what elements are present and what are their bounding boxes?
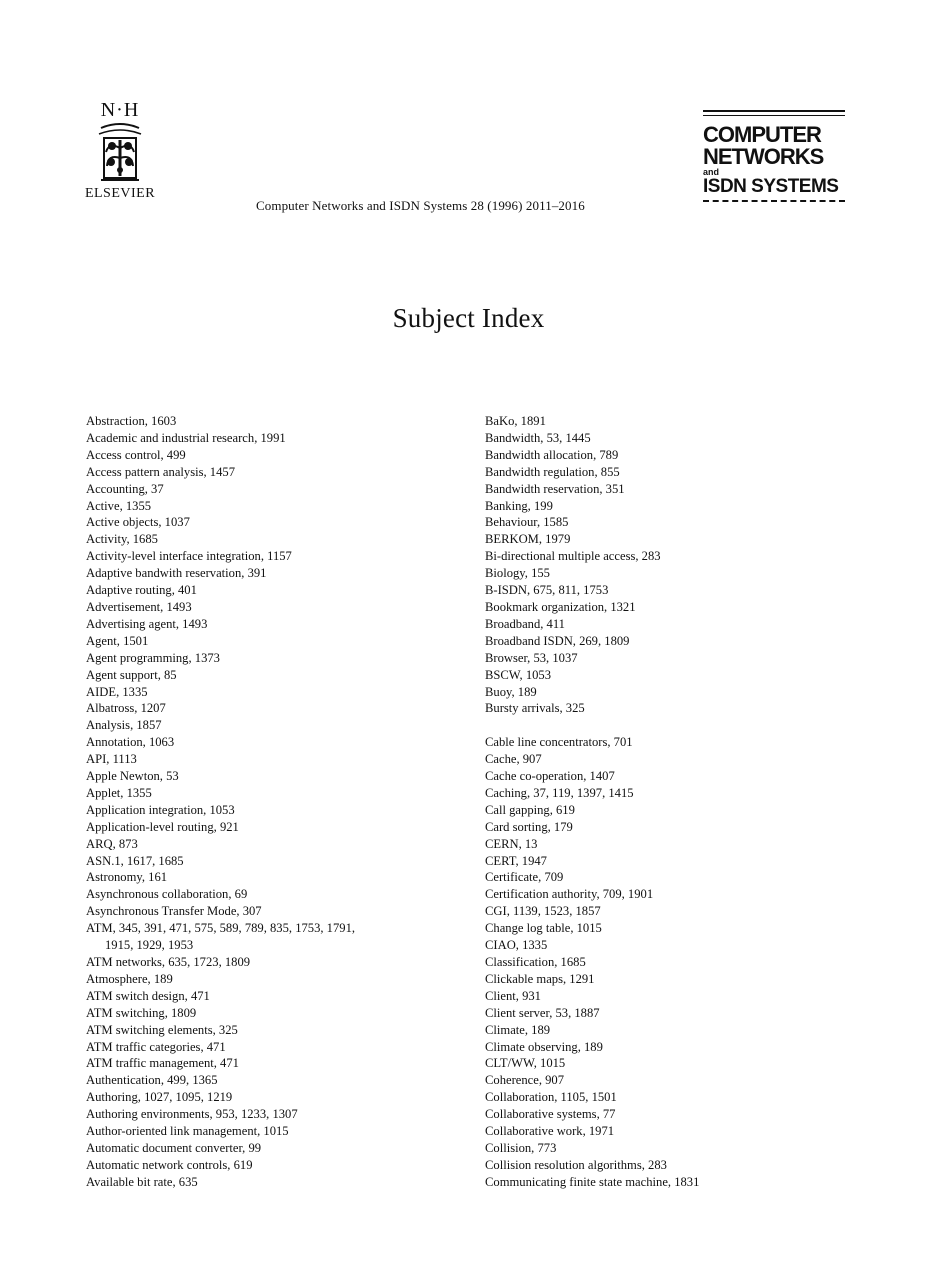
index-entry: ATM switching elements, 325 [86, 1022, 238, 1037]
index-entry: ATM traffic categories, 471 [86, 1039, 226, 1054]
index-entry: Automatic network controls, 619 [86, 1157, 253, 1172]
index-entry: Asynchronous collaboration, 69 [86, 887, 248, 902]
index-entry: Climate, 189 [485, 1022, 551, 1037]
index-entry: Academic and industrial research, 1991 [86, 430, 286, 445]
elsevier-tree-emblem-icon [95, 122, 145, 184]
logo-monogram: N·H [100, 99, 140, 121]
brand-rule-top [703, 110, 845, 112]
index-entry: Clickable maps, 1291 [485, 971, 595, 986]
index-entry: Asynchronous Transfer Mode, 307 [86, 904, 262, 919]
journal-citation: Computer Networks and ISDN Systems 28 (1996) 2011–2016 [256, 198, 585, 213]
index-entry: Authentication, 499, 1365 [86, 1073, 218, 1088]
index-entry: Authoring environments, 953, 1233, 1307 [86, 1107, 298, 1122]
index-entry: API, 1113 [86, 752, 137, 767]
index-entry: Client server, 53, 1887 [485, 1005, 600, 1020]
index-entry: Bi-directional multiple access, 283 [485, 549, 661, 564]
index-entry: Activity-level interface integration, 1157 [86, 549, 292, 564]
index-entry: BERKOM, 1979 [485, 532, 571, 547]
index-entry: Astronomy, 161 [86, 870, 168, 885]
index-entry: Automatic document converter, 99 [86, 1140, 262, 1155]
index-entry: Apple Newton, 53 [86, 769, 179, 784]
index-entry: Adaptive bandwith reservation, 391 [86, 566, 267, 581]
index-entry: Card sorting, 179 [485, 819, 573, 834]
index-entry: Agent support, 85 [86, 667, 177, 682]
index-entry: ASN.1, 1617, 1685 [86, 853, 184, 868]
index-entry: Application integration, 1053 [86, 802, 235, 817]
index-entry: Author-oriented link management, 1015 [86, 1124, 289, 1139]
index-entry: ARQ, 873 [86, 836, 138, 851]
index-entry: Broadband ISDN, 269, 1809 [485, 633, 630, 648]
index-entry: Bandwidth allocation, 789 [485, 447, 619, 462]
index-entry: Certification authority, 709, 1901 [485, 887, 654, 902]
index-entry: Activity, 1685 [86, 532, 158, 547]
brand-line-2: NETWORKS [703, 144, 824, 169]
brand-rule-bottom [703, 200, 845, 202]
index-entry: BaKo, 1891 [485, 414, 546, 428]
index-entry: Classification, 1685 [485, 954, 586, 969]
index-entry: ATM switch design, 471 [86, 988, 210, 1003]
index-entry: ATM switching, 1809 [86, 1005, 197, 1020]
index-entry: Behaviour, 1585 [485, 515, 569, 530]
index-entry: Biology, 155 [485, 566, 550, 581]
index-entry: BSCW, 1053 [485, 667, 552, 682]
brand-rule-top-thin [703, 115, 845, 116]
index-entry: Bookmark organization, 1321 [485, 599, 636, 614]
index-entry: Bandwidth, 53, 1445 [485, 430, 591, 445]
index-entry: Cable line concentrators, 701 [485, 735, 633, 750]
index-entry: Atmosphere, 189 [86, 971, 173, 986]
index-column-right [485, 413, 865, 1191]
index-entry: Bursty arrivals, 325 [485, 701, 585, 716]
index-entry: Climate observing, 189 [485, 1039, 603, 1054]
index-entry: ATM traffic management, 471 [86, 1056, 239, 1071]
index-entry: Broadband, 411 [485, 616, 565, 631]
index-entry: Adaptive routing, 401 [86, 583, 197, 598]
brand-line-1: COMPUTER [703, 122, 821, 147]
index-entry: CLT/WW, 1015 [485, 1056, 566, 1071]
index-entry: Cache, 907 [485, 752, 542, 767]
index-entry: Advertisement, 1493 [86, 599, 192, 614]
index-entry: Accounting, 37 [86, 481, 164, 496]
index-entry: Authoring, 1027, 1095, 1219 [86, 1090, 233, 1105]
index-entry: AIDE, 1335 [86, 684, 148, 699]
index-entry: Collision resolution algorithms, 283 [485, 1157, 667, 1172]
index-entry: Collaborative systems, 77 [485, 1107, 616, 1122]
index-entry: Certificate, 709 [485, 870, 564, 885]
index-entry: CERT, 1947 [485, 853, 547, 868]
index-entry: Collaboration, 1105, 1501 [485, 1090, 617, 1105]
index-entry: Applet, 1355 [86, 785, 152, 800]
index-entry: Banking, 199 [485, 498, 553, 513]
index-entry: Call gapping, 619 [485, 802, 575, 817]
index-entry: Active, 1355 [86, 498, 152, 513]
index-entry: Collaborative work, 1971 [485, 1124, 615, 1139]
index-entry: Client, 931 [485, 988, 541, 1003]
index-entry: Active objects, 1037 [86, 515, 190, 530]
index-entry: Browser, 53, 1037 [485, 650, 578, 665]
page-title: Subject Index [392, 303, 545, 333]
index-entry: Buoy, 189 [485, 684, 537, 699]
index-entry: CIAO, 1335 [485, 938, 548, 953]
index-entry: Access pattern analysis, 1457 [86, 464, 235, 479]
index-entry: Agent programming, 1373 [86, 650, 220, 665]
publisher-logo [80, 100, 160, 202]
letter-group-spacer [485, 717, 865, 734]
index-entry: Application-level routing, 921 [86, 819, 239, 834]
index-entry: Abstraction, 1603 [86, 414, 177, 428]
index-entry: Annotation, 1063 [86, 735, 175, 750]
index-entry: B-ISDN, 675, 811, 1753 [485, 583, 609, 598]
index-entry: Change log table, 1015 [485, 921, 602, 936]
index-entry: CERN, 13 [485, 836, 538, 851]
index-entry: Albatross, 1207 [86, 701, 166, 716]
index-entry: Caching, 37, 119, 1397, 1415 [485, 785, 634, 800]
brand-line-4: ISDN SYSTEMS [703, 176, 839, 197]
index-entry: ATM, 345, 391, 471, 575, 589, 789, 835, 1753, 1791, 1915, 1929, 1953 [86, 921, 356, 953]
index-entry: Cache co-operation, 1407 [485, 769, 615, 784]
brand-line-3: and [703, 167, 720, 177]
publisher-name: ELSEVIER [84, 186, 156, 201]
index-entry: Access control, 499 [86, 447, 186, 462]
index-entry: CGI, 1139, 1523, 1857 [485, 904, 601, 919]
index-entry: Bandwidth reservation, 351 [485, 481, 625, 496]
index-entry: ATM networks, 635, 1723, 1809 [86, 955, 251, 969]
journal-brand [703, 110, 845, 202]
index-entry: Collision, 773 [485, 1140, 557, 1155]
index-column-left [86, 413, 361, 1191]
index-entry: Available bit rate, 635 [86, 1174, 198, 1189]
index-entry: Coherence, 907 [485, 1073, 565, 1088]
index-entry: Analysis, 1857 [86, 718, 162, 733]
index-entry: Communicating finite state machine, 1831 [485, 1174, 700, 1189]
index-entry: Advertising agent, 1493 [86, 616, 208, 631]
index-entry: Bandwidth regulation, 855 [485, 464, 620, 479]
index-entry: Agent, 1501 [86, 633, 149, 648]
